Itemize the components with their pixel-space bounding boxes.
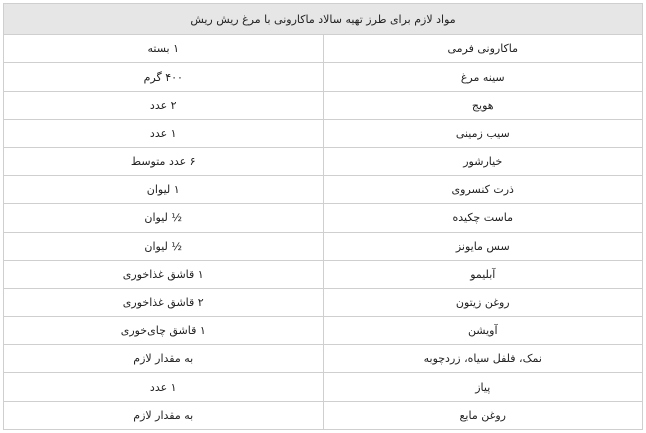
ingredient-row (4, 63, 643, 91)
ingredient-amount: ۱ عدد (4, 119, 324, 147)
ingredient-name: سس مایونز (323, 232, 643, 260)
ingredient-name: ماست چکیده (323, 204, 643, 232)
ingredient-row (4, 35, 643, 63)
ingredient-row (4, 373, 643, 401)
ingredient-amount: ۱ لیوان (4, 176, 324, 204)
ingredient-name: نمک، فلفل سیاه، زردچوبه (323, 345, 643, 373)
ingredient-amount: ۱ عدد (4, 373, 324, 401)
ingredient-row (4, 288, 643, 316)
ingredient-name: سیب زمینی (323, 119, 643, 147)
ingredient-amount: به مقدار لازم (4, 401, 324, 429)
ingredients-table (3, 3, 643, 430)
ingredient-name: خیارشور (323, 147, 643, 175)
ingredient-name: پیاز (323, 373, 643, 401)
ingredient-amount: ۱ قاشق غذاخوری (4, 260, 324, 288)
ingredient-row (4, 345, 643, 373)
ingredient-name: روغن مایع (323, 401, 643, 429)
ingredient-name: ماکارونی فرمی (323, 35, 643, 63)
ingredient-amount: به مقدار لازم (4, 345, 324, 373)
ingredient-row (4, 232, 643, 260)
ingredient-amount: ۱ قاشق چای‌خوری (4, 317, 324, 345)
ingredient-row (4, 260, 643, 288)
table-title-row (4, 4, 643, 35)
ingredient-amount: ۲ عدد (4, 91, 324, 119)
ingredient-amount: ۱ بسته (4, 35, 324, 63)
ingredient-amount: ۲ قاشق غذاخوری (4, 288, 324, 316)
ingredient-name: آویشن (323, 317, 643, 345)
ingredient-row (4, 147, 643, 175)
ingredient-amount: ½ لیوان (4, 204, 324, 232)
ingredient-row (4, 91, 643, 119)
ingredient-name: سینه مرغ (323, 63, 643, 91)
ingredient-name: هویج (323, 91, 643, 119)
ingredient-amount: ۶ عدد متوسط (4, 147, 324, 175)
ingredient-row (4, 204, 643, 232)
ingredient-name: ذرت کنسروی (323, 176, 643, 204)
ingredient-amount: ½ لیوان (4, 232, 324, 260)
ingredient-row (4, 119, 643, 147)
ingredient-row (4, 317, 643, 345)
ingredient-row (4, 176, 643, 204)
ingredients-table-container (3, 3, 643, 430)
ingredient-amount: ۴۰۰ گرم (4, 63, 324, 91)
ingredient-row (4, 401, 643, 429)
ingredient-name: آبلیمو (323, 260, 643, 288)
table-title: مواد لازم برای طرز تهیه سالاد ماکارونی با مرغ ریش ریش (4, 4, 643, 35)
ingredient-name: روغن زیتون (323, 288, 643, 316)
